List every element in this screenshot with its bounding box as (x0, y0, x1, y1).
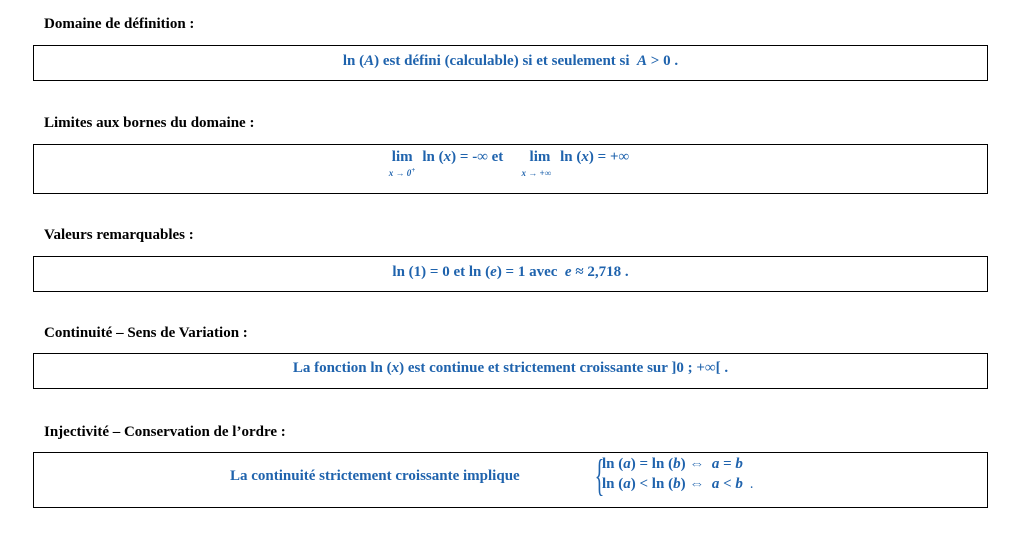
heading-injectivite: Injectivité – Conservation de l’ordre : (44, 424, 286, 440)
lim-zero: lim x → 0+ (388, 149, 416, 178)
heading-domaine: Domaine de définition : (44, 16, 195, 32)
heading-continuite: Continuité – Sens de Variation : (44, 325, 248, 341)
injectivite-line-less: ln (a) < ln (b) ⇔ a < b . (602, 476, 753, 492)
box-valeurs (33, 256, 988, 292)
formula-limites: lim x → 0+ ln (x) = -∞ et lim x → +∞ ln (x) = +∞ (388, 149, 630, 178)
formula-valeurs: ln (1) = 0 et ln (e) = 1 avec e ≈ 2,718 . (392, 264, 629, 280)
formula-continuite: La fonction ln (x) est continue et strictement croissante sur ]0 ; +∞[ . (292, 360, 729, 376)
box-limites (33, 144, 988, 194)
box-domaine (33, 45, 988, 81)
left-brace-icon: { (594, 451, 605, 500)
injectivite-lead: La continuité strictement croissante implique (230, 468, 520, 484)
box-injectivite (33, 452, 988, 508)
injectivite-line-equal: ln (a) = ln (b) ⇔ a = b (602, 456, 743, 472)
heading-valeurs: Valeurs remarquables : (44, 227, 194, 243)
formula-domaine: ln (A) est défini (calculable) si et seulement si A > 0 . (342, 53, 679, 69)
box-continuite (33, 353, 988, 389)
lim-infinity: lim x → +∞ (521, 149, 552, 178)
heading-limites: Limites aux bornes du domaine : (44, 115, 255, 131)
